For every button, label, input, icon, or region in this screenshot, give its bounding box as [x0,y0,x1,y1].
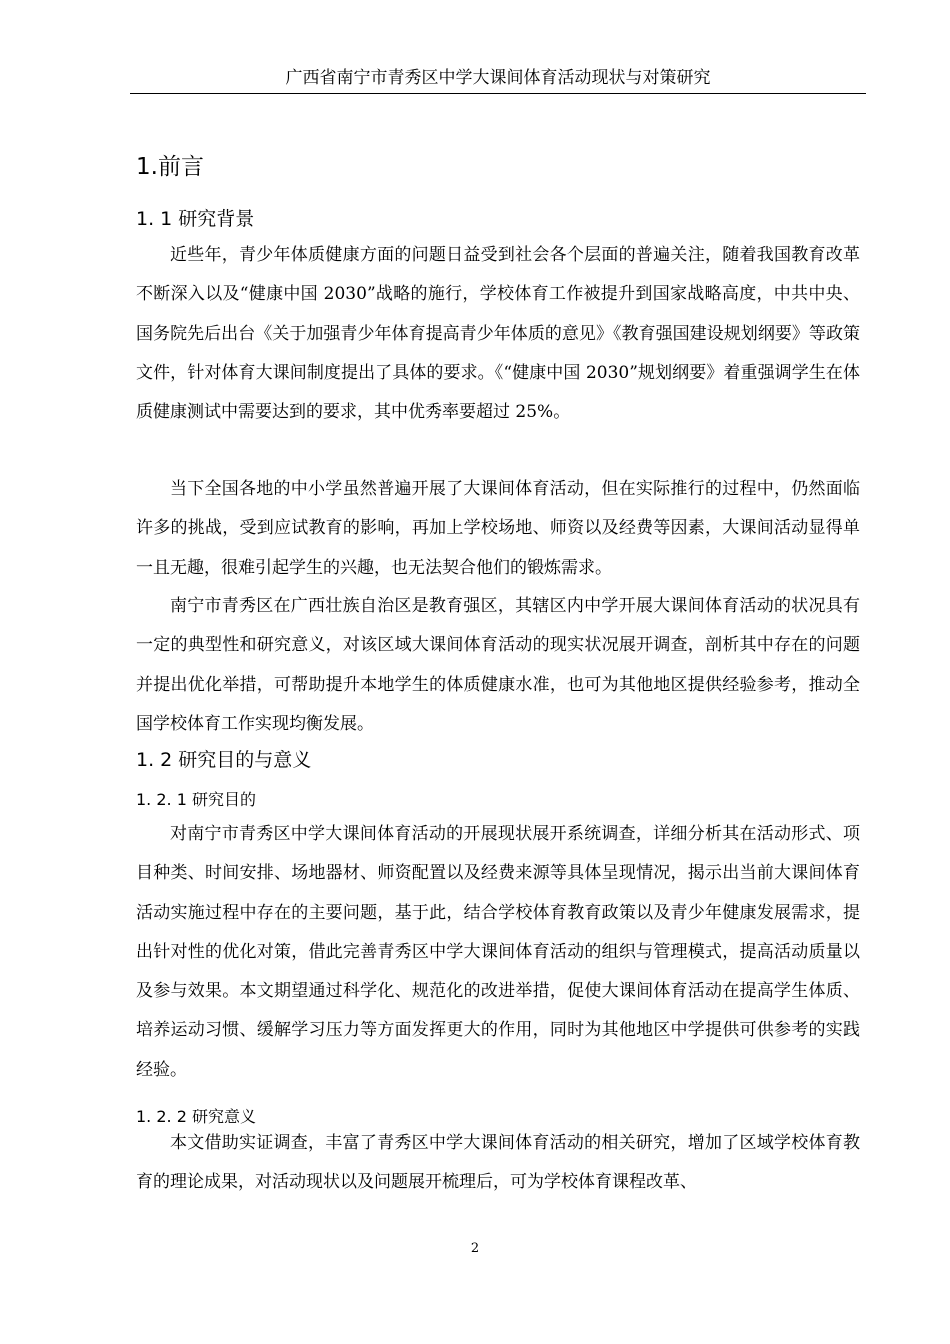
page-header-title: 广西省南宁市青秀区中学大课间体育活动现状与对策研究 [285,68,711,88]
paragraph-background-1: 近些年，青少年体质健康方面的问题日益受到社会各个层面的普遍关注，随着我国教育改革不断深入以及“健康中国 2030”战略的施行，学校体育工作被提升到国家战略高度，中共中央、国务院先后出台《关于加强青少年体育提高青少年体质的意见》《教育强国建设规划纲要》等政策文件，针对体育大课间制度提出了具体的要求。《“健康中国 2030”规划纲要》着重强调学生在体质健康测试中需要达到的要求，其中优秀率要超过 25%。 [136,245,860,423]
paragraph-background-3: 南宁市青秀区在广西壮族自治区是教育强区，其辖区内中学开展大课间体育活动的状况具有一定的典型性和研究意义，对该区域大课间体育活动的现实状况展开调查，剖析其中存在的问题并提出优化举措，可帮助提升本地学生的体质健康水准，也可为其他地区提供经验参考，推动全国学校体育工作实现均衡发展。 [136,596,860,734]
paragraph-significance: 本文借助实证调查，丰富了青秀区中学大课间体育活动的相关研究，增加了区域学校体育教育的理论成果，对活动现状以及问题展开梳理后，可为学校体育课程改革、 [136,1133,860,1193]
paragraph-purpose: 对南宁市青秀区中学大课间体育活动的开展现状展开系统调查，详细分析其在活动形式、项目种类、时间安排、场地器材、师资配置以及经费来源等具体呈现情况，揭示出当前大课间体育活动实施过程中存在的主要问题，基于此，结合学校体育教育政策以及青少年健康发展需求，提出针对性的优化对策，借此完善青秀区中学大课间体育活动的组织与管理模式，提高活动质量以及参与效果。本文期望通过科学化、规范化的改进举措，促使大课间体育活动在提高学生体质、培养运动习惯、缓解学习压力等方面发挥更大的作用，同时为其他地区中学提供可供参考的实践经验。 [136,824,860,1080]
header-divider [130,93,866,94]
section-heading-1-2: 1. 2 研究目的与意义 [136,749,312,771]
section-heading-1: 1.前言 [136,154,204,180]
page-number: 2 [470,1241,480,1256]
paragraph-background-2: 当下全国各地的中小学虽然普遍开展了大课间体育活动，但在实际推行的过程中，仍然面临许多的挑战，受到应试教育的影响，再加上学校场地、师资以及经费等因素，大课间活动显得单一且无趣，很难引起学生的兴趣，也无法契合他们的锻炼需求。 [136,479,860,578]
section-heading-1-2-2: 1. 2. 2 研究意义 [136,1107,256,1126]
section-heading-1-2-1: 1. 2. 1 研究目的 [136,790,256,809]
section-heading-1-1: 1. 1 研究背景 [136,208,255,230]
